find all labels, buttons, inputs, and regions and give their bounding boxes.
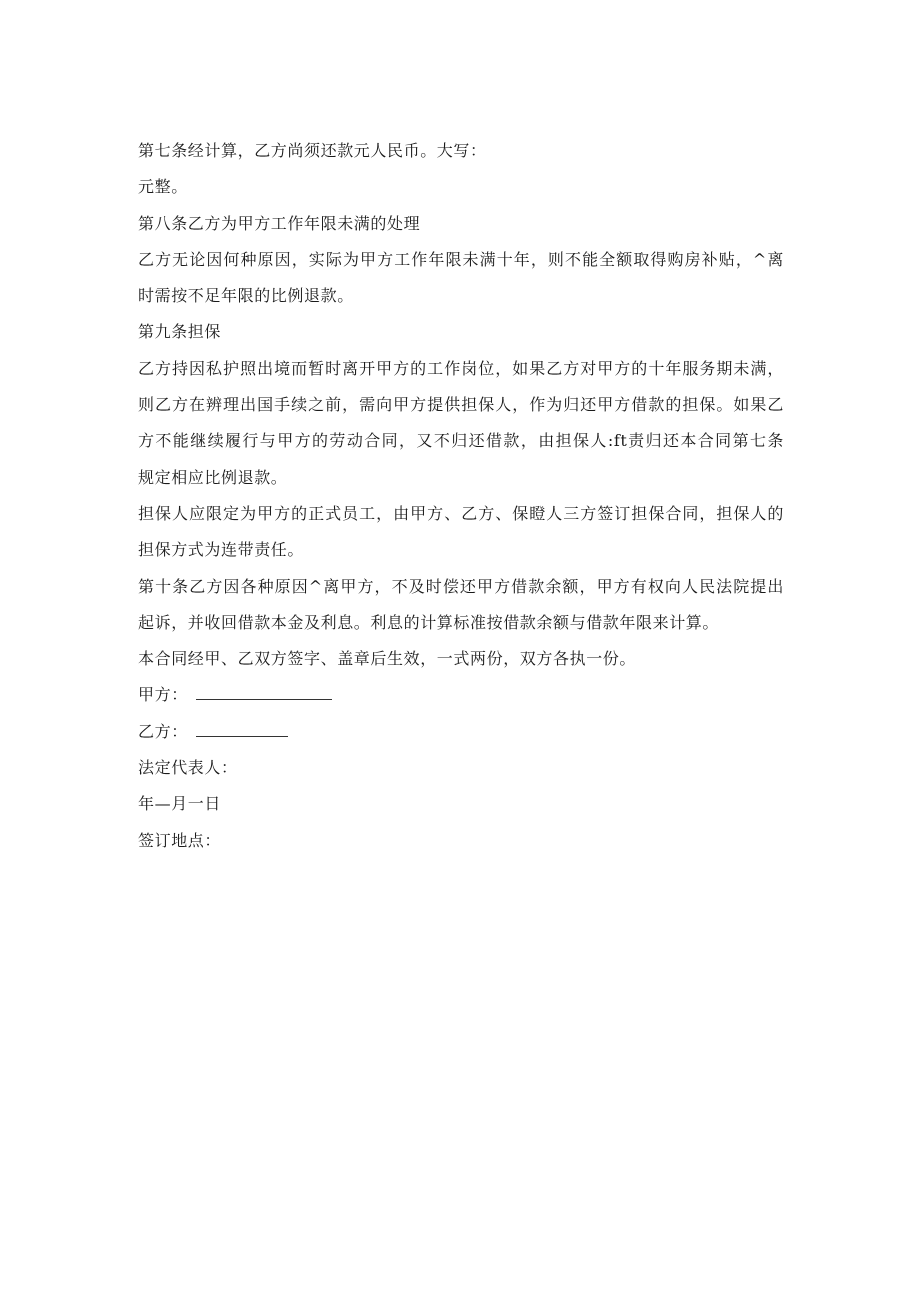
closing-clause: 本合同经甲、乙双方签字、盖章后生效，一式两份，双方各执一份。 [138, 649, 637, 669]
party-a-row [138, 677, 788, 713]
article-9-title: 第九条担保 [138, 322, 222, 342]
article-9-line-4: 规定相应比例退款。 [138, 467, 288, 487]
article-7-line-2: 元整。 [138, 177, 188, 197]
article-8-title: 第八条乙方为甲方工作年限未满的处理 [138, 213, 421, 233]
article-8-line-2: 时需按不足年限的比例退款。 [138, 286, 354, 306]
guarantor-line-2: 担保方式为连带责任。 [138, 540, 305, 560]
party-b-signature-line [196, 718, 288, 737]
article-8-line-1: 乙方无论因何种原因，实际为甲方工作年限未满十年，则不能全额取得购房补贴，^离 [138, 249, 784, 269]
party-b-row [138, 714, 788, 750]
article-10-line-2: 起诉，并收回借款本金及利息。利息的计算标准按借款余额与借款年限来计算。 [138, 612, 720, 632]
signing-date-label: 年—月一日 [138, 794, 222, 814]
party-b-label: 乙方： [138, 721, 188, 741]
party-a-signature-line [196, 681, 332, 700]
article-7-line-1: 第七条经计算，乙方尚须还款元人民币。大写： [138, 141, 487, 160]
article-9-line-1: 乙方持因私护照出境而暂时离开甲方的工作岗位，如果乙方对甲方的十年服务期未满， [138, 358, 784, 378]
contract-body [138, 133, 788, 859]
article-9-line-3: 方不能继续履行与甲方的劳动合同，又不归还借款，由担保人:ft责归还本合同第七条 [138, 431, 784, 451]
article-10-line-1: 第十条乙方因各种原因^离甲方，不及时偿还甲方借款余额，甲方有权向人民法院提出 [138, 576, 784, 596]
article-9-line-2: 则乙方在辨理出国手续之前，需向甲方提供担保人，作为归还甲方借款的担保。如果乙 [138, 395, 784, 415]
guarantor-line-1: 担保人应限定为甲方的正式员工，由甲方、乙方、保瞪人三方签订担保合同，担保人的 [138, 503, 784, 523]
legal-representative-label: 法定代表人： [138, 758, 238, 778]
signing-place-label: 签订地点： [138, 830, 222, 850]
party-a-label: 甲方： [138, 685, 188, 705]
